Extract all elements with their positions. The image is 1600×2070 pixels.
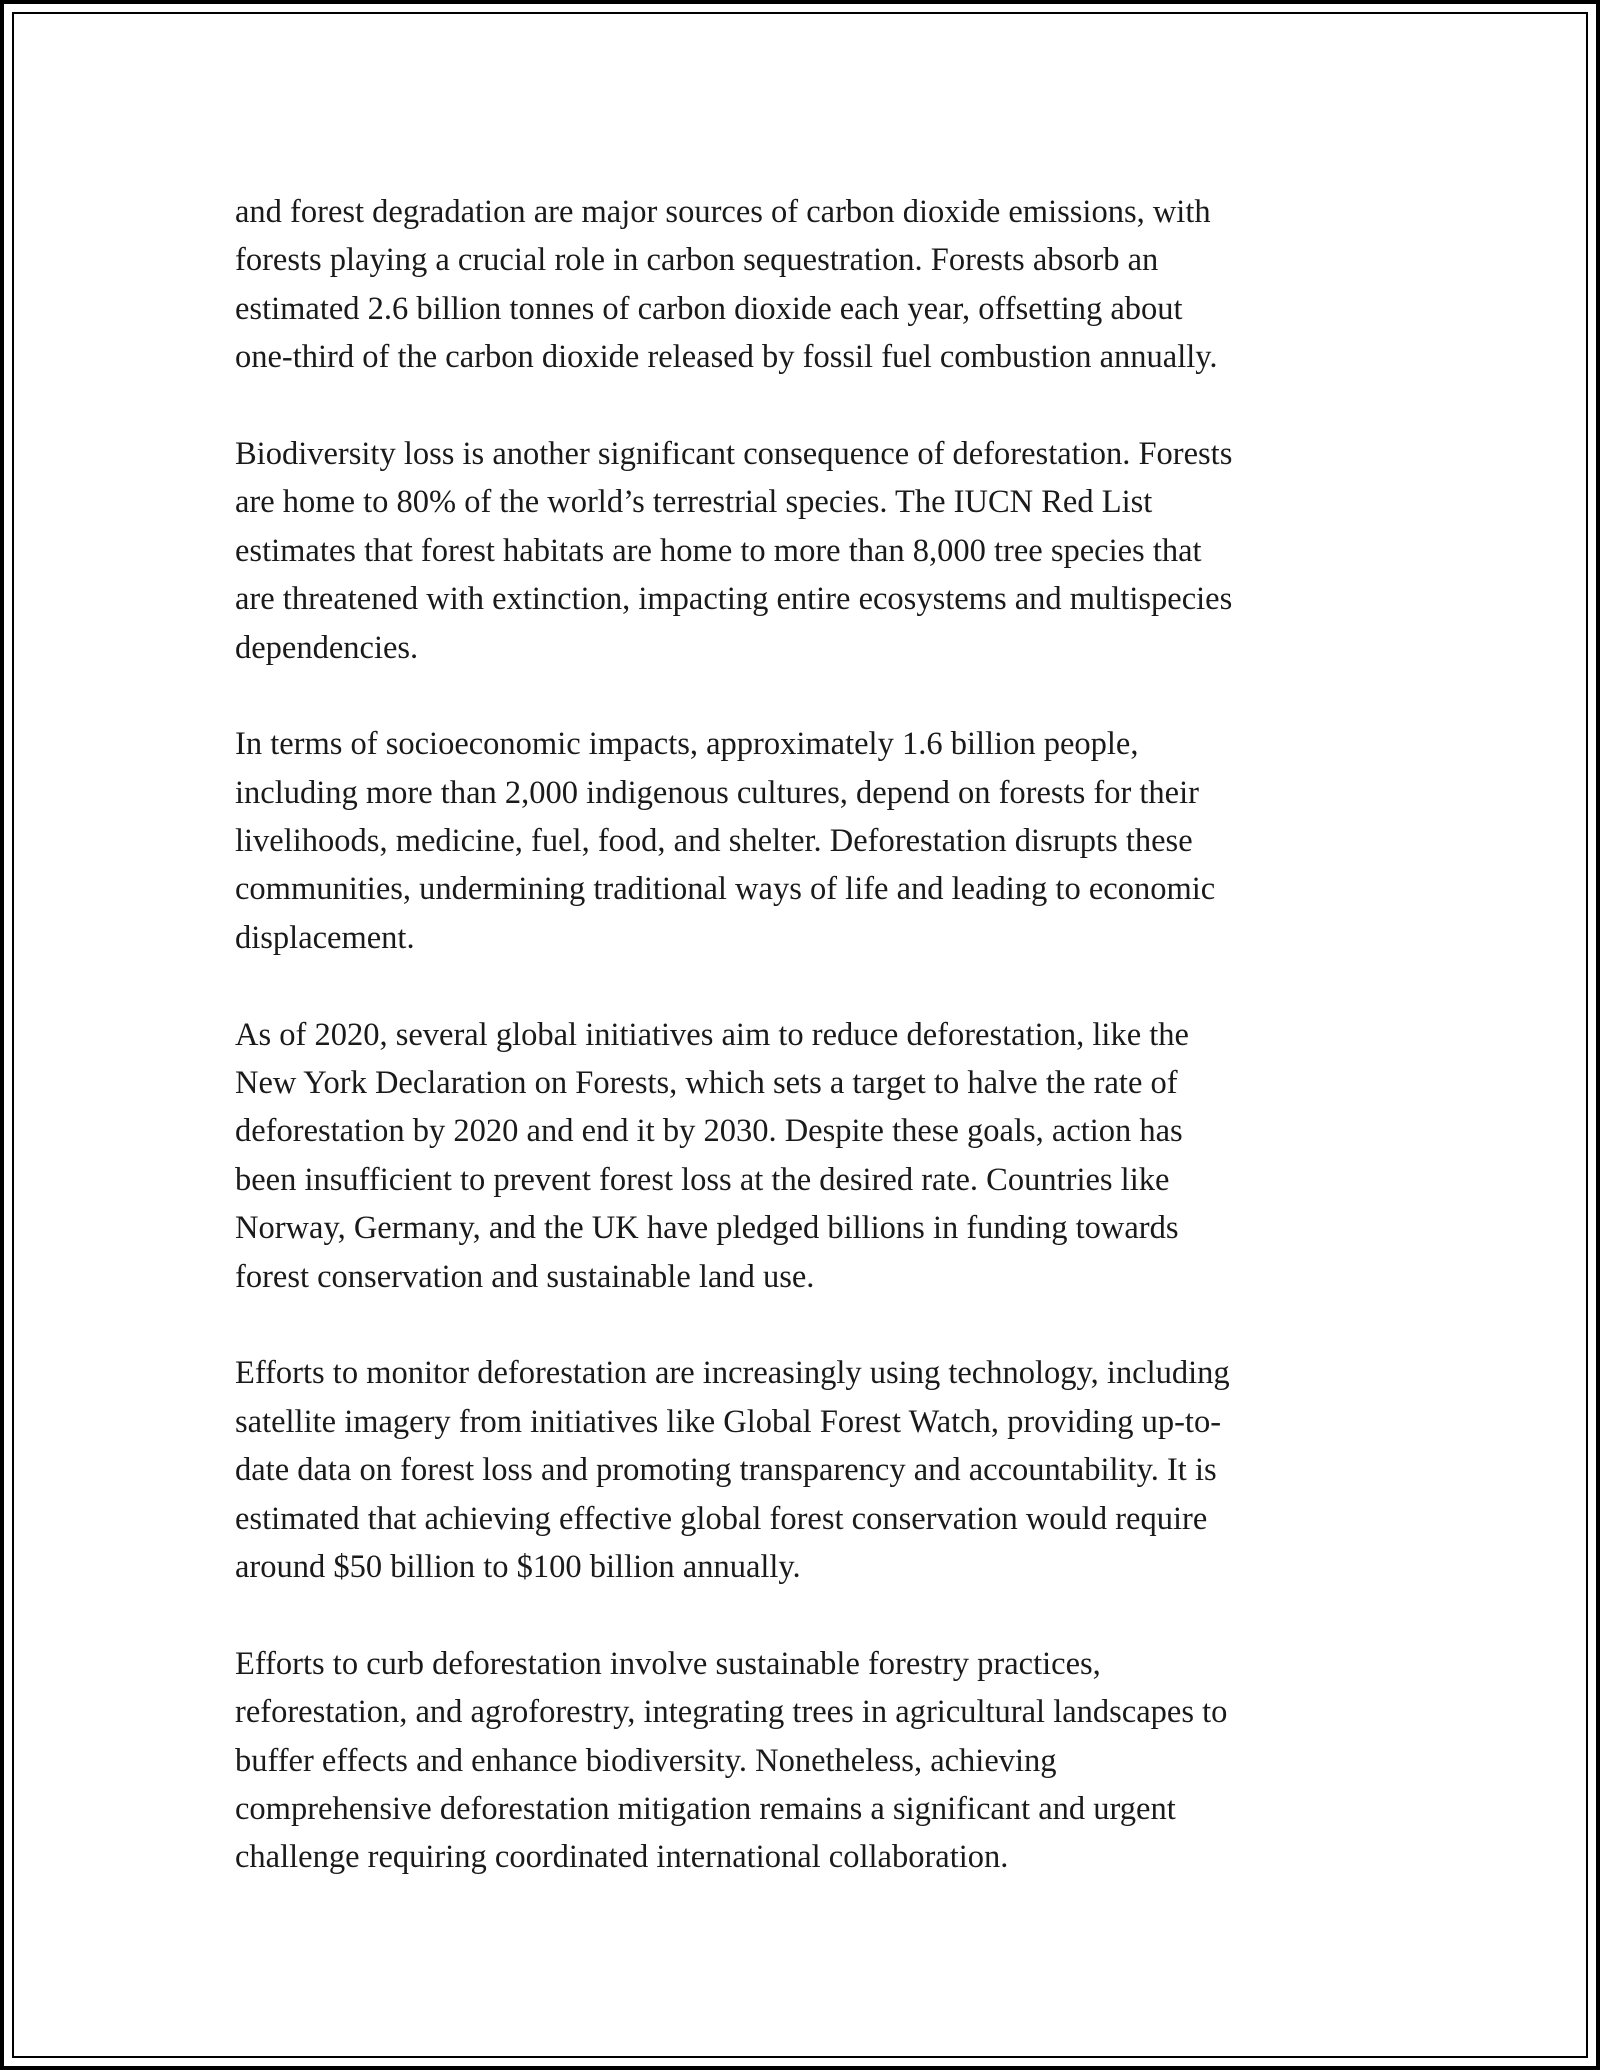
text-line: Biodiversity loss is another significant consequence of deforestation. Forests: [235, 435, 1233, 472]
text-line: satellite imagery from initiatives like Global Forest Watch, providing up-to-: [235, 1403, 1222, 1440]
text-line: displacement.: [235, 919, 415, 956]
text-line: livelihoods, medicine, fuel, food, and shelter. Deforestation disrupts these: [235, 823, 1193, 860]
text-line: forest conservation and sustainable land use.: [235, 1258, 815, 1295]
text-line: around $50 billion to $100 billion annually.: [235, 1548, 801, 1585]
text-line: communities, undermining traditional ways of life and leading to economic: [235, 871, 1216, 908]
text-line: buffer effects and enhance biodiversity. Nonetheless, achieving: [235, 1742, 1057, 1779]
text-line: estimated 2.6 billion tonnes of carbon dioxide each year, offsetting about: [235, 290, 1183, 327]
text-line: estimated that achieving effective global forest conservation would require: [235, 1500, 1208, 1537]
paragraph: [235, 1640, 1395, 1882]
document-body: [235, 188, 1395, 1930]
text-line: As of 2020, several global initiatives aim to reduce deforestation, like the: [235, 1016, 1189, 1053]
text-line: challenge requiring coordinated international collaboration.: [235, 1839, 1009, 1876]
text-line: one-third of the carbon dioxide released by fossil fuel combustion annually.: [235, 339, 1218, 376]
text-line: and forest degradation are major sources of carbon dioxide emissions, with: [235, 194, 1211, 230]
paragraph: [235, 188, 1395, 382]
paragraph: [235, 720, 1395, 962]
text-line: dependencies.: [235, 629, 419, 666]
text-line: are threatened with extinction, impacting entire ecosystems and multispecies: [235, 581, 1233, 618]
text-line: deforestation by 2020 and end it by 2030. Despite these goals, action has: [235, 1113, 1183, 1150]
paragraph: [235, 430, 1395, 672]
text-line: comprehensive deforestation mitigation remains a significant and urgent: [235, 1790, 1176, 1827]
text-line: are home to 80% of the world’s terrestrial species. The IUCN Red List: [235, 484, 1153, 521]
text-line: In terms of socioeconomic impacts, approximately 1.6 billion people,: [235, 726, 1139, 763]
text-line: Norway, Germany, and the UK have pledged billions in funding towards: [235, 1210, 1179, 1247]
text-line: including more than 2,000 indigenous cultures, depend on forests for their: [235, 774, 1199, 811]
text-line: Efforts to monitor deforestation are increasingly using technology, including: [235, 1355, 1230, 1392]
text-line: reforestation, and agroforestry, integrating trees in agricultural landscapes to: [235, 1694, 1228, 1731]
text-line: Efforts to curb deforestation involve sustainable forestry practices,: [235, 1645, 1101, 1682]
text-line: been insufficient to prevent forest loss at the desired rate. Countries like: [235, 1161, 1170, 1198]
text-line: estimates that forest habitats are home to more than 8,000 tree species that: [235, 532, 1202, 569]
paragraph: [235, 1011, 1395, 1301]
text-line: New York Declaration on Forests, which sets a target to halve the rate of: [235, 1065, 1178, 1102]
text-line: date data on forest loss and promoting transparency and accountability. It is: [235, 1452, 1217, 1489]
text-line: forests playing a crucial role in carbon sequestration. Forests absorb an: [235, 242, 1159, 279]
paragraph: [235, 1349, 1395, 1591]
